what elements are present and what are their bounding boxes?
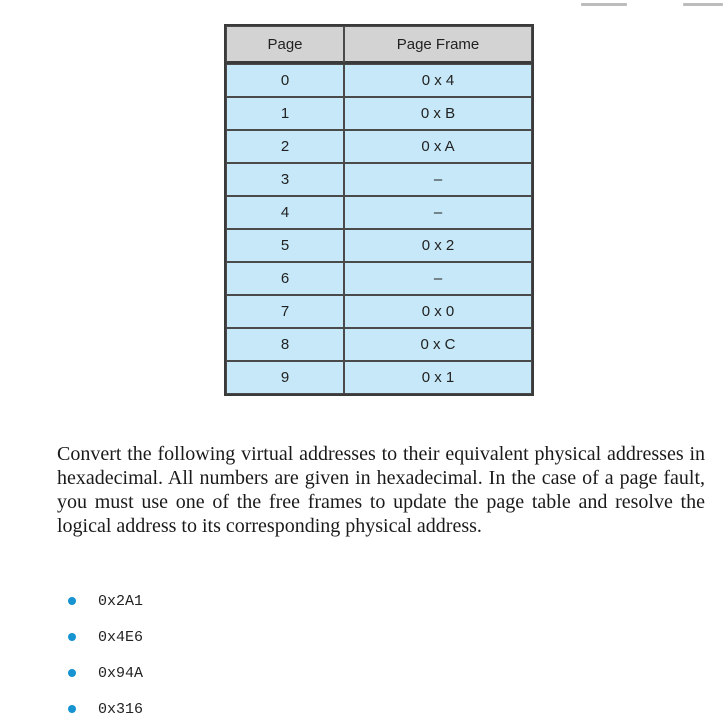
virtual-address: 0x2A1: [98, 592, 144, 610]
table-row: [226, 295, 532, 328]
table-row: [226, 361, 532, 394]
list-item: [68, 619, 143, 655]
frame-cell: –: [344, 262, 532, 295]
table-row: [226, 130, 532, 163]
page-cell: 5: [226, 229, 344, 262]
page-column-header: Page: [226, 26, 344, 64]
bullet-icon: [68, 633, 76, 641]
instructions-paragraph: Convert the following virtual addresses to their equivalent physical addresses in hexadecimal. All numbers are given in hexadecimal. In the case of a page fault, you must use one of the free frames to update the page table and resolve the logical address to its corresponding physical address.: [57, 443, 705, 537]
frame-cell: 0 x 0: [344, 295, 532, 328]
address-list: [68, 583, 143, 727]
frame-cell: 0 x 4: [344, 64, 532, 97]
virtual-address: 0x316: [98, 700, 144, 718]
frame-cell: 0 x B: [344, 97, 532, 130]
frame-cell: –: [344, 196, 532, 229]
page-cell: 0: [226, 64, 344, 97]
page-cell: 8: [226, 328, 344, 361]
table-row: [226, 262, 532, 295]
frame-cell: 0 x 2: [344, 229, 532, 262]
virtual-address: 0x4E6: [98, 628, 144, 646]
list-item: [68, 691, 143, 727]
frame-cell: 0 x 1: [344, 361, 532, 394]
page-cell: 1: [226, 97, 344, 130]
list-item: [68, 583, 143, 619]
frame-cell: 0 x A: [344, 130, 532, 163]
page-cell: 7: [226, 295, 344, 328]
table-row: [226, 196, 532, 229]
frame-cell: –: [344, 163, 532, 196]
bullet-icon: [68, 705, 76, 713]
page-table-header-row: [226, 26, 532, 64]
table-row: [226, 328, 532, 361]
virtual-address: 0x94A: [98, 664, 144, 682]
page-table: [224, 24, 534, 396]
page-frame-column-header: Page Frame: [344, 26, 532, 64]
page-cell: 9: [226, 361, 344, 394]
table-row: [226, 229, 532, 262]
table-row: [226, 64, 532, 97]
top-edge-fragment: [543, 0, 723, 6]
frame-cell: 0 x C: [344, 328, 532, 361]
bullet-icon: [68, 597, 76, 605]
table-row: [226, 97, 532, 130]
page-cell: 6: [226, 262, 344, 295]
page-cell: 3: [226, 163, 344, 196]
bullet-icon: [68, 669, 76, 677]
list-item: [68, 655, 143, 691]
page-cell: 4: [226, 196, 344, 229]
page-cell: 2: [226, 130, 344, 163]
table-row: [226, 163, 532, 196]
